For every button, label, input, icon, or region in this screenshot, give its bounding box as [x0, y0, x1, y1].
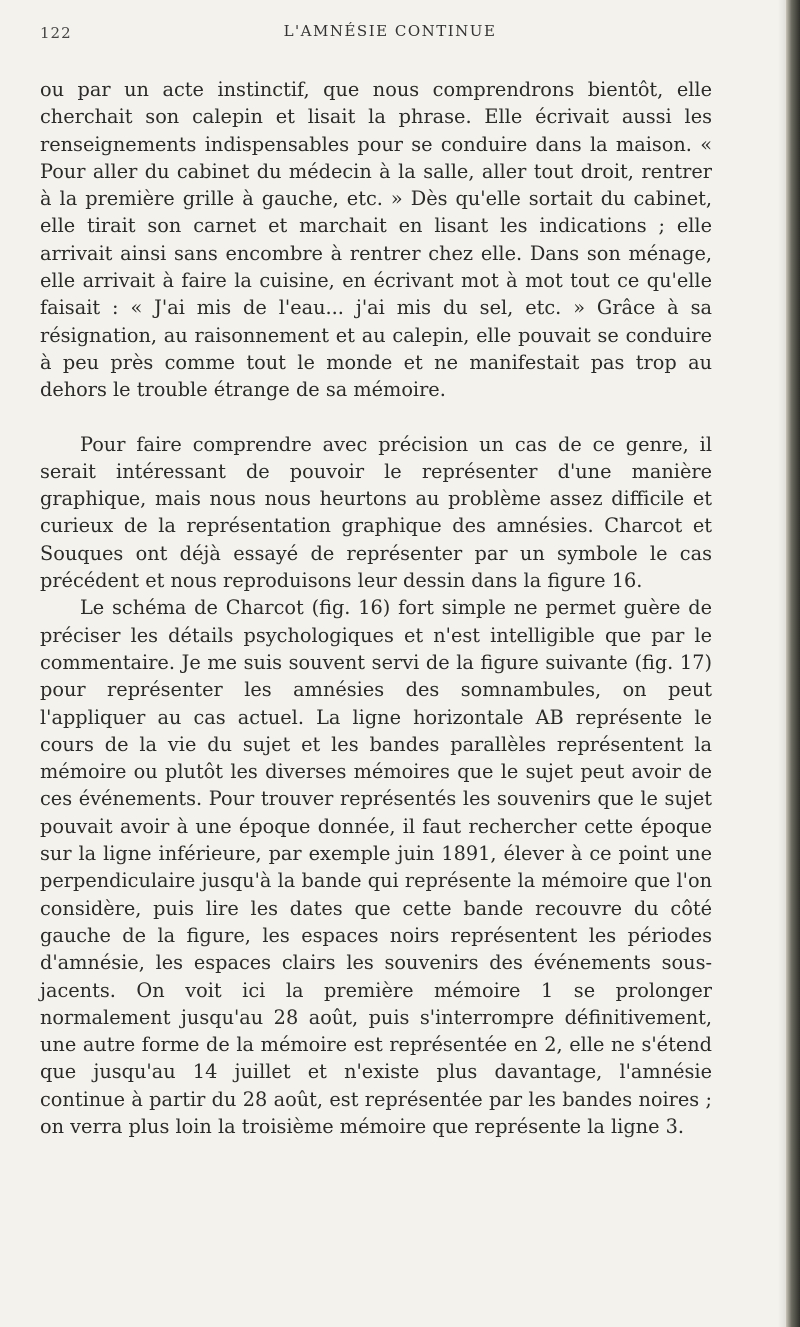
paragraph-graphic-representation: Pour faire comprendre avec précision un cas de ce genre, il serait intéressant de pouvoir le représenter d'une manière graphique, mais nous nous heurtons au problème assez difficile et curieux de la représentation graphique des amnésies. Charcot et Souques ont déjà essayé de représenter par un symbole le cas précédent et nous reproduisons leur dessin dans la figure 16. [40, 432, 712, 593]
running-title: L'AMNÉSIE CONTINUE [283, 22, 497, 40]
paragraph-continuation: ou par un acte instinctif, que nous comprendrons bientôt, elle cherchait son calepin et lisait la phrase. Elle écrivait aussi les renseignements indispensables pour se conduire dans la maison. « Pour aller du cabinet du médecin à la salle, aller tout droit, rentrer à la première grille à gauche, etc. » Dès qu'elle sortait du cabinet, elle tirait son carnet et marchait en lisant les indications ; elle arrivait ainsi sans encombre à rentrer chez elle. Dans son ménage, elle arrivait à faire la cuisine, en écrivant mot à mot tout ce qu'elle faisait : « J'ai mis de l'eau... j'ai mis du sel, etc. » Grâce à sa résignation, au raisonnement et au calepin, elle pouvait se conduire à peu près comme tout le monde et ne manifestait pas trop au dehors le trouble étrange de sa mémoire. [40, 78, 712, 402]
page-number: 122 [40, 24, 72, 42]
binding-shadow [778, 0, 786, 1327]
binding-edge [786, 0, 800, 1327]
paragraph-charcot-schema: Le schéma de Charcot (fig. 16) fort simple ne permet guère de préciser les détails psychologiques et n'est intelligible que par le commentaire. Je me suis souvent servi de la figure suivante (fig. 17) pour représenter les amnésies des somnambules, on peut l'appliquer au cas actuel. La ligne horizontale AB représente le cours de la vie du sujet et les bandes parallèles représentent la mémoire ou plutôt les diverses mémoires que le sujet peut avoir de ces événements. Pour trouver représentés les souvenirs que le sujet pouvait avoir à une époque donnée, il faut rechercher cette époque sur la ligne inférieure, par exemple juin 1891, élever à ce point une perpendiculaire jusqu'à la bande qui représente la mémoire que l'on considère, puis lire les dates que cette bande recouvre du côté gauche de la figure, les espaces noirs représentent les périodes d'amnésie, les espaces clairs les souvenirs des événements sous-jacents. On voit ici la première mémoire 1 se prolonger normalement jusqu'au 28 août, puis s'interrompre définitivement, une autre forme de la mémoire est représentée en 2, elle ne s'étend que jusqu'au 14 juillet et n'existe plus davantage, l'amnésie continue à partir du 28 août, est représentée par les bandes noires ; on verra plus loin la troisième mémoire que représente la ligne 3. [40, 596, 712, 1138]
body-text [40, 76, 712, 1140]
page-header [40, 18, 740, 48]
